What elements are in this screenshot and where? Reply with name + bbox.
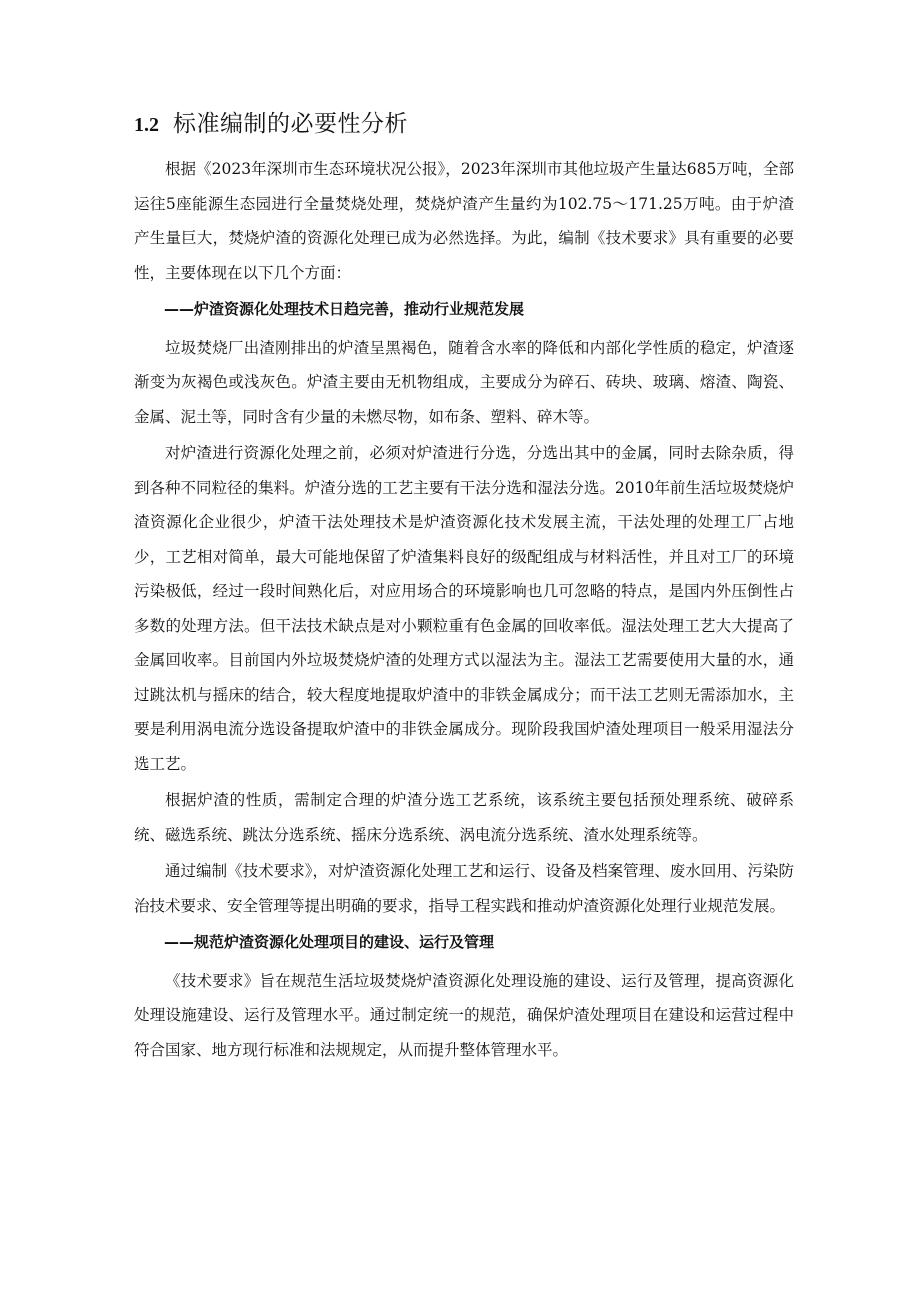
section-number: 1.2 (134, 114, 159, 136)
paragraph-requirements-purpose: 通过编制《技术要求》，对炉渣资源化处理工艺和运行、设备及档案管理、废水回用、污染防治技术要求、安全管理等提出明确的要求，指导工程实践和推动炉渣资源化处理行业规范发展。 (134, 862, 794, 915)
subheading-technology: ——炉渣资源化处理技术日趋完善，推动行业规范发展 (164, 300, 525, 318)
paragraph-sorting-system: 根据炉渣的性质，需制定合理的炉渣分选工艺系统，该系统主要包括预处理系统、破碎系统、磁选系统、跳汰分选系统、摇床分选系统、涡电流分选系统、渣水处理系统等。 (134, 791, 794, 844)
document-body (134, 152, 794, 1067)
paragraph-slag-composition: 垃圾焚烧厂出渣刚排出的炉渣呈黑褐色，随着含水率的降低和内部化学性质的稳定，炉渣逐渐变为灰褐色或浅灰色。炉渣主要由无机物组成，主要成分为碎石、砖块、玻璃、熔渣、陶瓷、金属、泥土等，同时含有少量的未燃尽物，如布条、塑料、碎木等。 (134, 338, 794, 426)
paragraph-management: 《技术要求》旨在规范生活垃圾焚烧炉渣资源化处理设施的建设、运行及管理，提高资源化处理设施建设、运行及管理水平。通过制定统一的规范，确保炉渣处理项目在建设和运营过程中符合国家、地方现行标准和法规规定，从而提升整体管理水平。 (134, 971, 794, 1059)
paragraph-sorting-process: 对炉渣进行资源化处理之前，必须对炉渣进行分选，分选出其中的金属，同时去除杂质，得到各种不同粒径的集料。炉渣分选的工艺主要有干法分选和湿法分选。2010年前生活垃圾焚烧炉渣资源化企业很少，炉渣干法处理技术是炉渣资源化技术发展主流，干法处理的处理工厂占地少，工艺相对简单，最大可能地保留了炉渣集料良好的级配组成与材料活性，并且对工厂的环境污染极低，经过一段时间熟化后，对应用场合的环境影响也几可忽略的特点，是国内外压倒性占多数的处理方法。但干法技术缺点是对小颗粒重有色金属的回收率低。湿法处理工艺大大提高了金属回收率。目前国内外垃圾焚烧炉渣的处理方式以湿法为主。湿法工艺需要使用大量的水，通过跳汰机与摇床的结合，较大程度地提取炉渣中的非铁金属成分；而干法工艺则无需添加水，主要是利用涡电流分选设备提取炉渣中的非铁金属成分。现阶段我国炉渣处理项目一般采用湿法分选工艺。 (134, 444, 794, 773)
section-heading (134, 106, 814, 143)
intro-paragraph: 根据《2023年深圳市生态环境状况公报》，2023年深圳市其他垃圾产生量达685万吨，全部运往5座能源生态园进行全量焚烧处理，焚烧炉渣产生量约为102.75～171.25万吨。由于炉渣产生量巨大，焚烧炉渣的资源化处理已成为必然选择。为此，编制《技术要求》具有重要的必要性，主要体现在以下几个方面： (134, 160, 794, 282)
subheading-management: ——规范炉渣资源化处理项目的建设、运行及管理 (164, 933, 495, 951)
section-title: 标准编制的必要性分析 (173, 111, 408, 137)
